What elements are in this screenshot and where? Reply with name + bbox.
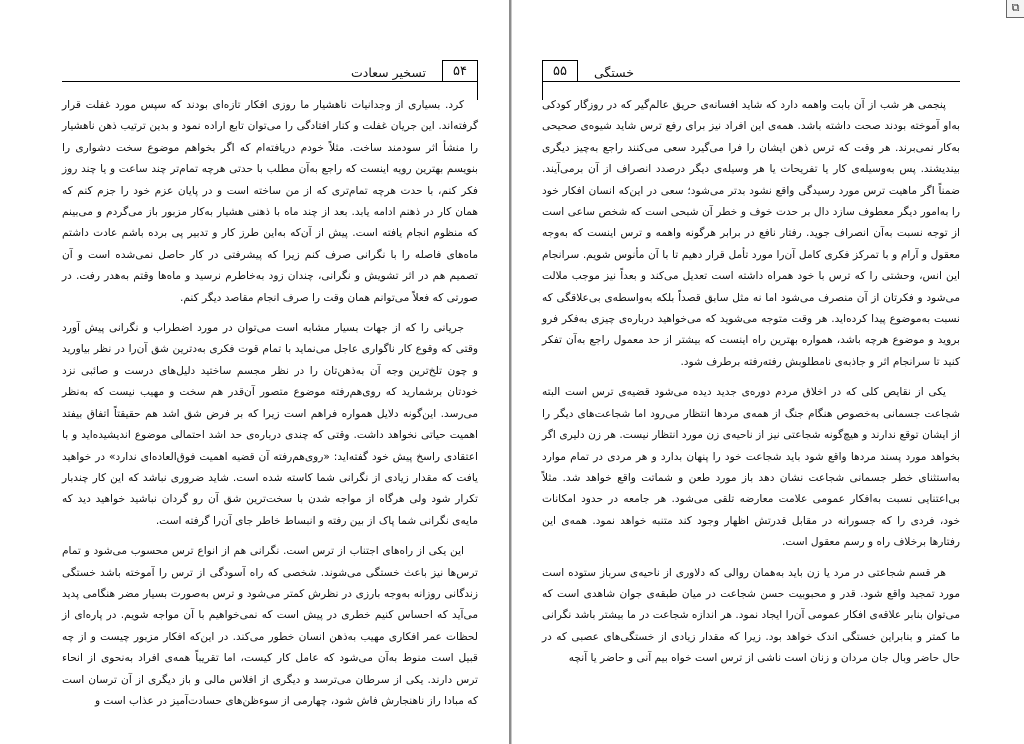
left-header-rule (62, 81, 478, 82)
left-paragraph-1: کرد. بسیاری از وجدانیات ناهشیار ما روزی افکار تازه‌ای بودند که سپس مورد غفلت قرار گرفته‌اند. این جریان غفلت و کنار افتادگی را می‌توان تابع اراده نمود و بدین ترتیب ذهن ناهشیار را منشأ اثر سودمند ساخت. مثلاً خودم دریافته‌ام که اگر بخواهم موضوع سخت دشواری را بنویسم بهترین رویه اینست که راجع به‌آن مطلب با حدتی هرچه تمام‌تر چند ساعت و یا چند روز فکر کنم، با حدت هرچه تمام‌تری که از من ساخته است و در پایان عزم خود را جزم کنم که همان کار در ذهنم ادامه یابد. بعد از چند ماه با ذهنی هشیار به‌کار مزبور باز می‌گردم و می‌بینم که منظوم انجام یافته است. پیش از آن‌که به‌این طرز کار و تدبیر پی برده باشم عادت داشتم ماه‌های فاصله را با نگرانی صرف کنم زیرا که پیشرفتی در کار حاصل نمی‌شده است و آن تصمیم هم در اثر تشویش و نگرانی، چندان زود به‌خاطرم نرسید و ماه‌ها وقتم به‌هدر رفت. در صورتی که فعلاً می‌توانم همان وقت را صرف انجام مقاصد دیگر کنم. (62, 99, 478, 304)
right-paragraph-3: هر قسم شجاعتی در مرد یا زن باید به‌همان روالی که دلاوری از ناحیه‌ی سرباز ستوده است مورد تمجید واقع شود. قدر و محبوبیت حسن شجاعت در میان طبقه‌ی جوان شاهدی است که می‌توان بنابر علاقه‌ی افکار عمومی آن‌را ایجاد نمود. هر اندازه شجاعت در ما بیشتر باشد نگرانی ما کمتر و بنابراین خستگی اندک خواهد بود. زیرا که مقدار زیادی از خستگی‌های عصبی که در حال حاضر وبال جان مردان و زنان است ناشی از ترس است خواه بیم آنی و حاضر یا آنچه (542, 566, 960, 665)
right-paragraph-2: یکی از نقایص کلی که در اخلاق مردم دوره‌ی جدید دیده می‌شود قضیه‌ی ترس است البته شجاعت جسمانی به‌خصوص هنگام جنگ از همه‌ی مردها انتظار می‌رود اما شجاعت‌های دیگر را از ایشان توقع ندارند و هیچ‌گونه شجاعتی نیز از ناحیه‌ی زن مورد انتظار نیست. هر زن دلیری اگر بخواهد مورد پسند مردها واقع شود باید شجاعت خود را پنهان بدارد و هر مردی در تمام موارد به‌استثنای خطر جسمانی شجاعت نشان دهد باز مورد طعن و شماتت واقع خواهد شد. مثلاً بی‌اعتنایی نسبت به‌افکار عمومی علامت معارضه تلقی می‌شود. هر جامعه در حدود امکانات خود، فردی را که جسورانه در مقابل قدرتش اظهار وجود کند متنبه خواهد نمود. همه‌ی این رفتارها برخلاف راه و رسم معقول است. (542, 386, 960, 549)
copy-icon[interactable]: ⧉ (1006, 0, 1024, 18)
left-running-title: تسخیر سعادت (351, 65, 426, 80)
left-paragraph-3: این یکی از راه‌های اجتناب از ترس است. نگرانی هم از انواع ترس محسوب می‌شود و تمام ترس‌ها نیز باعث خستگی می‌شوند. شخصی که راه آسودگی از ترس را آموخته باشد خستگی زندگانی روزانه به‌وجه بارزی در نظرش کمتر می‌شود و ترس به‌صورت بسیار مضر هنگامی پدید می‌آید که احساس کنیم خطری در پیش است که نمی‌خواهیم با آن مواجه شویم. در پاره‌ای از لحظات عمر افکاری مهیب به‌ذهن انسان خطور می‌کند. در این‌که افکار مزبور چیست و از چه قبیل است منوط به‌آن می‌شود که عامل کار کیست، اما تقریباً همه‌ی افراد به‌نحوی از انحاء ترس دارند. یکی از سرطان می‌ترسد و دیگری از افلاس مالی و باز دیگری از آن ترسان است که مبادا راز ناهنجارش فاش شود، چهارمی از سوءظن‌های حسادت‌آمیز در عذاب است و (62, 545, 478, 707)
right-running-title: خستگی (594, 65, 634, 80)
left-body-text (62, 95, 478, 712)
left-page-number: ۵۴ (442, 60, 478, 82)
left-paragraph-2: جریانی را که از جهات بسیار مشابه است می‌توان در مورد اضطراب و نگرانی پیش آورد وقتی که وقوع کار ناگواری عاجل می‌نماید با تمام قوت فکری به‌دترین شق آن‌را در نظر بیاورید و چون تلخ‌ترین وجه آن به‌ذهن‌تان را در نظر مجسم ساختید دلیل‌های درست و صائبی نزد خودتان برشمارید که روی‌هم‌رفته موضوع متصور آن‌قدر هم سخت و مهیب نیست که به‌نظر می‌رسد. این‌گونه دلایل همواره فراهم است زیرا که بر فرض شق اشد هم حقیقتاً اتفاق بیفتد اهمیت حیاتی نخواهد داشت. وقتی که چندی درباره‌ی حد اشد احتمالی موضوع اندیشیده‌اید و با اعتقادی راسخ پیش خود گفته‌اید: «روی‌هم‌رفته آن قضیه اهمیت فوق‌العاده‌ای ندارد» در خواهید یافت که مقدار زیادی از نگرانی شما کاسته شده است. شاید ضروری نباشد که این کار چندبار تکرار شود ولی هرگاه از مواجه شدن با سخت‌ترین شق آن رو گردان نباشید خواهید دید که مایه‌ی نگرانی شما پاک از بین رفته و انبساط خاطر جای آن‌را گرفته است. (62, 322, 478, 527)
right-page (511, 0, 1024, 744)
left-page (0, 0, 510, 744)
right-paragraph-1: پنجمی هر شب از آن بابت واهمه دارد که شاید افسانه‌ی حریق عالم‌گیر که در روزگار کودکی به‌او آموخته بودند صحت داشته باشد. همه‌ی این افراد نیز برای رفع ترس شاید شیوه‌ی صحیحی به‌کار نمی‌برند. هر وقت که ترس ذهن ایشان را فرا می‌گیرد سعی می‌کنند راجع به‌چیز دیگری بیندیشند. پس به‌وسیله‌ی کار یا تفریحات یا هر وسیله‌ی دیگر درصدد انصراف از آن برمی‌آیند. ضمناً اگر ماهیت ترس مورد رسیدگی واقع نشود بدتر می‌شود؛ سعی در این‌که انسان افکار خود را به‌امور دیگر معطوف سازد دال بر حدت خوف و خطر آن شبحی است که شخص ساعی است از توجه نسبت به‌آن انصراف جوید. رفتار نافع در برابر هرگونه واهمه و ترس اینست که به‌وجه معقول و آرام و با تمرکز فکری کامل آن‌را مورد تأمل قرار دهیم تا با آن مأنوس شویم. سرانجام این انس، وحشتی را که ترس با خود همراه داشته است تعدیل می‌کند و بعداً نیز موجب ملالت می‌شود و فکرتان از آن منصرف می‌شود اما نه مثل سابق قصداً بلکه به‌واسطه‌ی بی‌علاقگی که نسبت به‌موضوع پیدا کرده‌اید. هر وقت متوجه می‌شوید که می‌خواهید درباره‌ی چیزی به‌فکر فرو بروید و موضوع هرچه باشد، همواره بهترین راه اینست که بیشتر از حد معمول راجع به‌آن تفکر کنید تا سرانجام اثر و جاذبه‌ی نامطلوبش رفته‌رفته برطرف شود. (542, 99, 960, 368)
right-body-text (542, 95, 960, 670)
right-header-rule (542, 81, 960, 82)
right-page-header (542, 60, 960, 82)
right-page-number: ۵۵ (542, 60, 578, 82)
left-page-header (62, 60, 478, 82)
